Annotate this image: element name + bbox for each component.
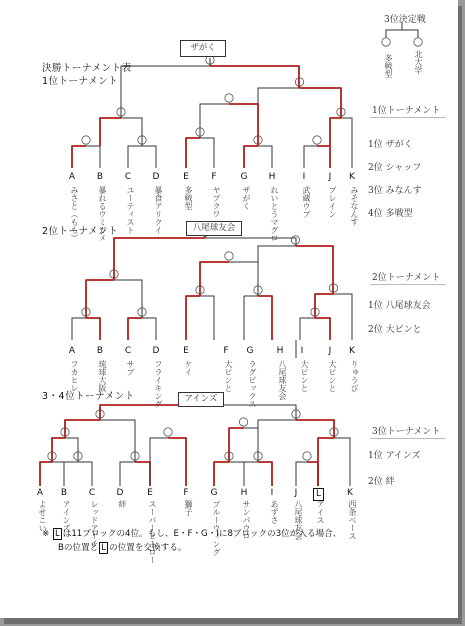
- s3-letter-D: D: [116, 488, 124, 498]
- bracket-line-29: [244, 462, 272, 486]
- s3-letter-F: F: [183, 488, 189, 498]
- match-circle: [225, 252, 233, 260]
- side2-heading-rule: [370, 284, 446, 285]
- bracket-line-9: [121, 66, 299, 118]
- section1-winner-box: ザがく: [180, 40, 226, 57]
- bracket-line-18: [200, 262, 258, 296]
- bracket-line-13: [86, 280, 142, 318]
- bracket-line-14: [186, 296, 214, 340]
- s1-letter-K: K: [349, 172, 355, 182]
- s2-letter-H: H: [276, 346, 284, 356]
- footnote-text-2a: Bの位置と: [58, 543, 99, 553]
- side1-heading-rule: [370, 117, 446, 118]
- third-place-team-left: 多戦型: [384, 54, 393, 78]
- winning-path: [72, 146, 86, 168]
- s3-team-name: 八尾球友会: [294, 500, 303, 540]
- footnote-text-1: は11ブロックの4位。もし、E・F・G・Iに8ブロックの3位が入る場合、: [62, 529, 342, 539]
- s3-letter-B: B: [60, 488, 68, 498]
- side1-rank-4: 4位 多戦型: [368, 209, 413, 219]
- bracket-line-20: [114, 238, 296, 280]
- winning-path: [214, 462, 229, 486]
- footnote-line-2: [58, 541, 186, 554]
- s3-team-name: スーパーヒーロー: [148, 500, 157, 564]
- bracket-line-6: [330, 118, 352, 168]
- s3-team-name: 西条ベース: [348, 500, 357, 540]
- winning-path: [186, 138, 200, 168]
- section2-winner-box: 八尾球友会: [186, 221, 242, 236]
- winning-path: [135, 462, 150, 486]
- winning-path: [244, 146, 258, 168]
- bracket-line-28: [214, 462, 244, 486]
- winning-path: [86, 318, 100, 340]
- side1-rank-3: 3位 みなんす: [368, 186, 422, 196]
- s1-team-name: 暴食アリクイ: [154, 186, 163, 234]
- third-place-title: 3位決定戦: [384, 15, 426, 25]
- s2-letter-I: I: [300, 346, 304, 356]
- footnote-boxed-letter-2: L: [101, 543, 107, 553]
- winning-path: [317, 146, 330, 168]
- s1-team-name: みそなんす: [350, 186, 359, 226]
- s1-team-name: れいとうマグロ: [270, 186, 279, 242]
- match-circle: [225, 94, 233, 102]
- bracket-line-0: [72, 146, 100, 168]
- section3-heading: 3・4位トーナメント: [42, 391, 135, 402]
- third-place-team-right: 北大学: [414, 50, 423, 74]
- winning-path: [307, 462, 318, 486]
- winning-path: [100, 118, 121, 146]
- s3-team-name: アイス: [316, 500, 325, 524]
- bracket-line-15: [244, 296, 272, 340]
- section3-winner-box: アインズ: [178, 392, 224, 407]
- s3-team-name: アインズ: [62, 500, 71, 532]
- winning-path: [65, 420, 100, 438]
- section1-heading: 1位トーナメント: [42, 76, 119, 87]
- bracket-line-3: [186, 138, 214, 168]
- winning-path: [40, 462, 52, 486]
- s1-team-name: ヤブクワ: [212, 186, 221, 218]
- bracket-line-19: [258, 246, 333, 294]
- bracket-line-2: [100, 118, 142, 146]
- s2-letter-J: J: [328, 346, 332, 356]
- bracket-line-26: [120, 462, 150, 486]
- bracket-line-11: [72, 318, 100, 340]
- bracket-line-17: [315, 294, 352, 340]
- s3-letter-E: E: [147, 488, 153, 498]
- bracket-line-8: [258, 88, 341, 118]
- s1-letter-I: I: [302, 172, 306, 182]
- winning-path: [330, 118, 341, 146]
- winning-path: [258, 296, 272, 340]
- s2-letter-C: C: [124, 346, 132, 356]
- bracket-line-7: [200, 104, 258, 146]
- winning-path: [168, 438, 186, 486]
- side1-rank-1: 1位 ザがく: [368, 140, 413, 150]
- side3-rank-1: 1位 アインズ: [368, 451, 421, 461]
- side2-rank-1: 1位 八尾球友会: [368, 301, 431, 311]
- third-place-bracket: [386, 30, 418, 40]
- bracket-line-12: [128, 318, 156, 340]
- match-circle: [82, 136, 90, 144]
- s3-team-name: あずさ: [270, 500, 279, 524]
- s2-team-name: フライキング: [154, 360, 163, 408]
- s2-team-name: ケイ: [184, 360, 193, 376]
- bracket-line-34: [258, 420, 334, 438]
- winning-path: [210, 66, 299, 88]
- side3-heading: 3位トーナメント: [372, 427, 441, 437]
- s3-team-name: よせこい: [38, 500, 47, 532]
- s1-letter-H: H: [268, 172, 276, 182]
- footnote-boxed-letter: L: [54, 529, 60, 539]
- winning-path: [296, 246, 334, 294]
- section2-heading: 2位トーナメント: [42, 226, 119, 237]
- s1-letter-A: A: [68, 172, 76, 182]
- match-circle: [164, 428, 172, 436]
- s3-letter-J: J: [294, 488, 298, 498]
- s1-team-name: 武蔵ウブ: [302, 186, 311, 218]
- winning-path: [100, 405, 198, 420]
- s1-letter-D: D: [152, 172, 160, 182]
- s2-letter-G: G: [246, 346, 254, 356]
- third-place-circle-left: [382, 38, 390, 46]
- winning-path: [186, 296, 200, 340]
- s3-letter-L: L: [313, 488, 324, 501]
- side1-heading: 1位トーナメント: [372, 106, 441, 116]
- s2-team-name: フカヒレ: [70, 360, 79, 392]
- winning-path: [300, 88, 342, 118]
- s3-team-name: サンパウロ: [242, 500, 251, 540]
- s1-letter-B: B: [96, 172, 104, 182]
- side3-rank-2: 2位 絆: [368, 477, 395, 487]
- third-place-circle-right: [414, 38, 422, 46]
- s3-team-name: ブルーウィング: [212, 500, 221, 556]
- winning-path: [318, 438, 334, 486]
- match-circle: [303, 452, 311, 460]
- s1-letter-C: C: [124, 172, 132, 182]
- footnote-mark: ※: [42, 529, 50, 539]
- side2-heading: 2位トーナメント: [372, 273, 441, 283]
- s1-letter-J: J: [328, 172, 332, 182]
- side2-rank-2: 2位 大ピンと: [368, 325, 422, 335]
- s2-team-name: ラグビックス: [248, 360, 257, 408]
- s2-team-name: 大ピンと: [300, 360, 309, 392]
- s2-letter-A: A: [68, 346, 76, 356]
- s3-letter-H: H: [240, 488, 248, 498]
- s2-letter-D: D: [152, 346, 160, 356]
- s3-letter-G: G: [210, 488, 218, 498]
- winning-path: [315, 318, 330, 340]
- s3-team-name: 絆: [118, 500, 127, 508]
- winning-path: [114, 238, 205, 280]
- s2-team-name: りゅうび: [350, 360, 359, 392]
- s1-team-name: ザがく: [242, 186, 251, 210]
- s2-letter-E: E: [183, 346, 189, 356]
- s3-letter-A: A: [36, 488, 44, 498]
- match-circle: [239, 418, 247, 426]
- bracket-line-23: [40, 462, 64, 486]
- side1-rank-2: 2位 シャッフ: [368, 163, 422, 173]
- s2-letter-K: K: [349, 346, 355, 356]
- bracket-line-27: [150, 438, 186, 486]
- bracket-line-35: [100, 405, 296, 420]
- s3-letter-I: I: [270, 488, 274, 498]
- s2-team-name: サブ: [126, 360, 135, 376]
- bracket-line-16: [300, 318, 330, 340]
- bracket-line-1: [128, 146, 156, 168]
- footnote-line-1: [42, 527, 341, 540]
- s3-letter-K: K: [347, 488, 353, 498]
- s1-team-name: ユーティスト: [126, 186, 135, 234]
- main-title: 決勝トーナメント表: [42, 63, 132, 74]
- s1-team-name: 暴れるウミガメ: [98, 186, 107, 242]
- s3-team-name: 獅子: [184, 500, 193, 516]
- s3-letter-C: C: [88, 488, 96, 498]
- winning-path: [296, 420, 334, 438]
- s1-letter-E: E: [183, 172, 189, 182]
- footnote-text-2b: の位置を交換する。: [109, 543, 187, 553]
- s2-team-name: 大ピンと: [224, 360, 233, 392]
- s2-letter-B: B: [96, 346, 104, 356]
- winning-path: [128, 318, 142, 340]
- s1-team-name: 多戦型: [184, 186, 193, 210]
- side3-heading-rule: [370, 438, 446, 439]
- bracket-line-5: [304, 146, 330, 168]
- s2-team-name: 琉球大阪: [98, 360, 107, 392]
- s2-team-name: 大ピンと: [328, 360, 337, 392]
- bracket-line-4: [244, 146, 272, 168]
- s1-letter-G: G: [240, 172, 248, 182]
- bracket-line-31: [318, 438, 350, 486]
- s2-letter-F: F: [223, 346, 229, 356]
- s1-team-name: ブレイン: [328, 186, 337, 218]
- bracket-line-30: [296, 462, 318, 486]
- s1-team-name: みさと（もも）: [70, 186, 79, 242]
- s1-letter-F: F: [211, 172, 217, 182]
- bracket-line-24: [64, 462, 92, 486]
- s2-team-name: 八尾球友会: [278, 360, 287, 400]
- winning-path: [258, 462, 272, 486]
- match-circle: [313, 136, 321, 144]
- s3-team-name: レッドアーチ: [90, 500, 99, 548]
